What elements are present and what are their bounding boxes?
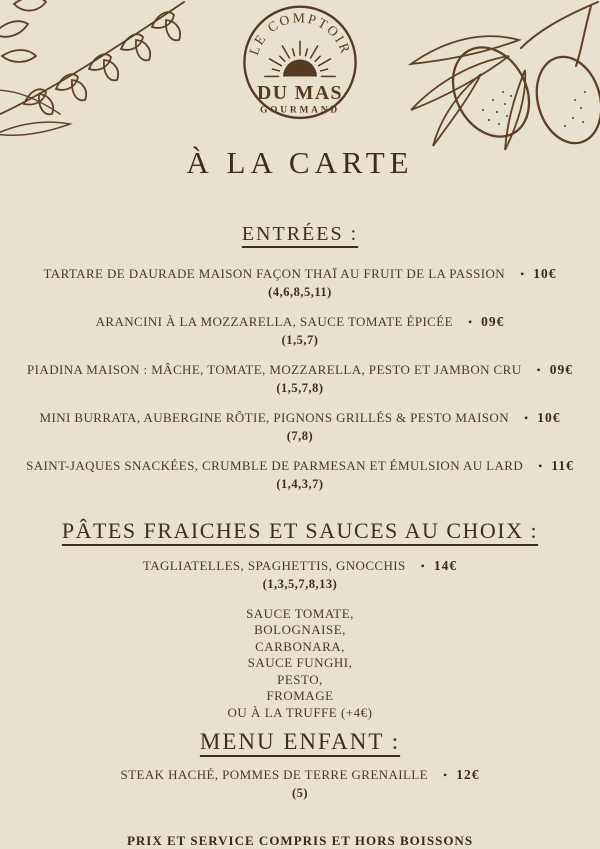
price-bullet-icon: •: [420, 558, 425, 573]
sauce-options-list: [228, 606, 373, 722]
sauce-option: SAUCE TOMATE,: [246, 605, 354, 621]
sauce-option: BOLOGNAISE,: [254, 622, 346, 637]
sauce-option: CARBONARA,: [255, 638, 345, 654]
dish-price: 11€: [551, 457, 574, 473]
dish-name: TARTARE DE DAURADE MAISON FAÇON THAÏ AU FRUIT DE LA PASSION: [43, 265, 506, 281]
allergen-codes: (5): [291, 786, 309, 800]
sauce-option: FROMAGE: [266, 688, 334, 703]
menu-item: [0, 558, 600, 592]
section-heading-enfant: MENU ENFANT :: [199, 729, 401, 754]
sauce-option: OU À LA TRUFFE (+4€): [227, 704, 373, 720]
price-bullet-icon: •: [520, 266, 525, 281]
sun-icon: [264, 41, 336, 77]
dish-name: MINI BURRATA, AUBERGINE RÔTIE, PIGNONS GRILLÉS & PESTO MAISON: [39, 409, 510, 425]
allergen-codes: (1,4,3,7): [276, 476, 324, 491]
logo-arc-text: LE COMPTOIR: [246, 10, 354, 58]
logo-name-text: DU MAS: [257, 82, 343, 105]
allergen-codes: (1,5,7): [281, 332, 319, 347]
menu-item: [0, 266, 600, 300]
dish-price: 12€: [456, 767, 480, 782]
menu-item: [0, 362, 600, 396]
allergen-codes: (1,3,5,7,8,13): [262, 576, 338, 591]
allergen-codes: (1,5,7,8): [276, 380, 324, 395]
menu-item: [0, 410, 600, 444]
sauce-option: SAUCE FUNGHI,: [247, 655, 353, 670]
dish-name: PIADINA MAISON : MÂCHE, TOMATE, MOZZARELLA, PESTO ET JAMBON CRU: [27, 361, 522, 377]
price-bullet-icon: •: [536, 362, 541, 377]
footer-note: PRIX ET SERVICE COMPRIS ET HORS BOISSONS: [126, 833, 474, 848]
dish-name: ARANCINI À LA MOZZARELLA, SAUCE TOMATE ÉPICÉE: [95, 313, 453, 329]
menu-item: [0, 767, 600, 801]
menu-item: [0, 458, 600, 492]
dish-name: SAINT-JAQUES SNACKÉES, CRUMBLE DE PARMESAN ET ÉMULSION AU LARD: [26, 457, 524, 473]
dish-name: TAGLIATELLES, SPAGHETTIS, GNOCCHIS: [142, 557, 406, 573]
branch-sketch-left-icon: [0, 0, 194, 144]
allergen-codes: (7,8): [286, 428, 314, 443]
menu-item: [0, 314, 600, 348]
section-heading-entrees: ENTRÉES :: [241, 222, 359, 245]
restaurant-logo: [235, 2, 365, 125]
price-bullet-icon: •: [538, 458, 543, 473]
dish-price: 10€: [533, 265, 557, 281]
section-heading-pates: PÂTES FRAICHES ET SAUCES AU CHOIX :: [61, 517, 539, 543]
price-bullet-icon: •: [467, 314, 473, 329]
olive-branch-sketch-icon: [385, 0, 600, 162]
dish-price: 09€: [481, 313, 505, 329]
dish-price: 14€: [433, 557, 458, 573]
dish-name: STEAK HACHÉ, POMMES DE TERRE GRENAILLE: [120, 767, 428, 782]
price-bullet-icon: •: [443, 768, 448, 782]
price-bullet-icon: •: [524, 410, 529, 425]
logo-subtitle-text: GOURMAND: [259, 105, 341, 116]
dish-price: 10€: [537, 409, 561, 425]
allergen-codes: (4,6,8,5,11): [268, 284, 332, 299]
dish-price: 09€: [549, 361, 573, 377]
sauce-option: PESTO,: [277, 671, 323, 687]
page-title: À LA CARTE: [186, 144, 414, 180]
